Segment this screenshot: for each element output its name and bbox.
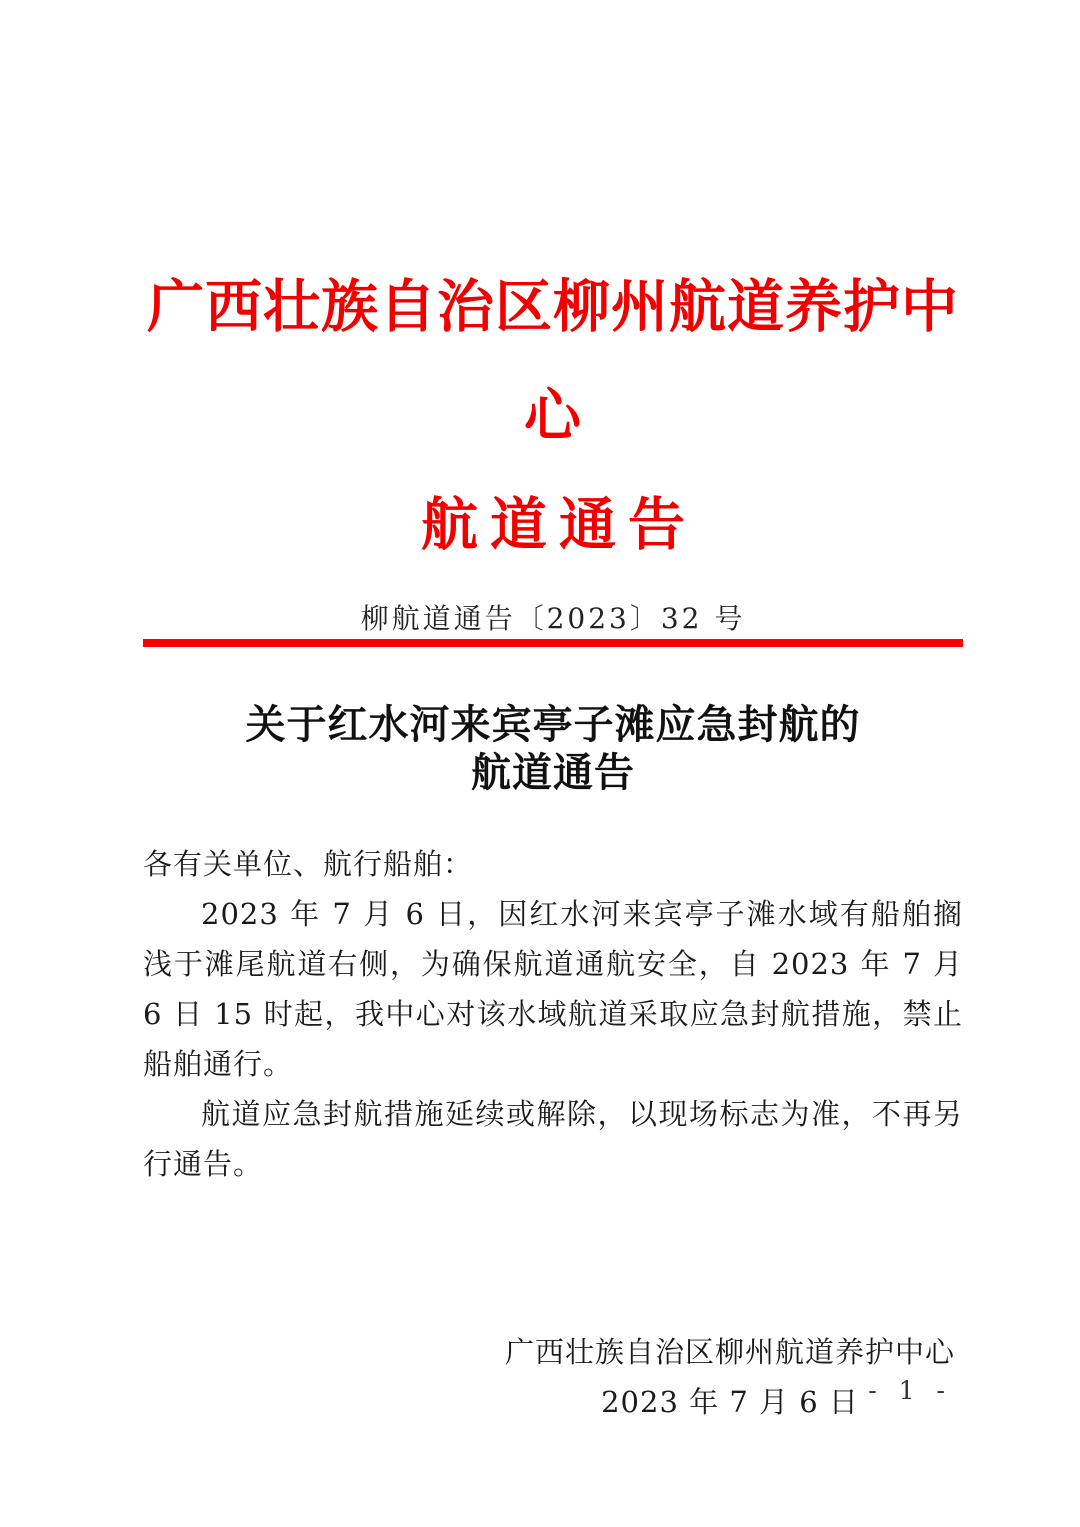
org-title-line1: 广西壮族自治区柳州航道养护中心 <box>147 273 959 449</box>
subject-title <box>143 701 963 797</box>
org-title <box>143 252 963 579</box>
salutation: 各有关单位、航行船舶： <box>143 847 474 881</box>
body-paragraph-1: 2023 年 7 月 6 日，因红水河来宾亭子滩水域有船舶搁浅于滩尾航道右侧，为确保航道通航安全，自 2023 年 7 月 6 日 15 时起，我中心对该水域航道采取应急封航措施，禁止船舶通行。 <box>143 897 963 1081</box>
org-title-line2: 航道通告 <box>421 491 697 558</box>
signature-date: 2023 年 7 月 6 日 <box>601 1385 859 1419</box>
subject-title-line2: 航道通告 <box>471 749 635 796</box>
document-number: 柳航道通告〔2023〕32 号 <box>360 602 746 635</box>
body-paragraph-2: 航道应急封航措施延续或解除，以现场标志为准，不再另行通告。 <box>143 1097 963 1181</box>
document-content <box>143 0 963 1427</box>
page-number: - 1 - <box>868 1376 952 1405</box>
subject-title-line1: 关于红水河来宾亭子滩应急封航的 <box>245 701 861 748</box>
notice-body <box>143 839 963 1189</box>
red-divider-rule <box>143 639 963 647</box>
signature-block <box>143 1327 963 1427</box>
signature-org: 广西壮族自治区柳州航道养护中心 <box>504 1335 955 1369</box>
